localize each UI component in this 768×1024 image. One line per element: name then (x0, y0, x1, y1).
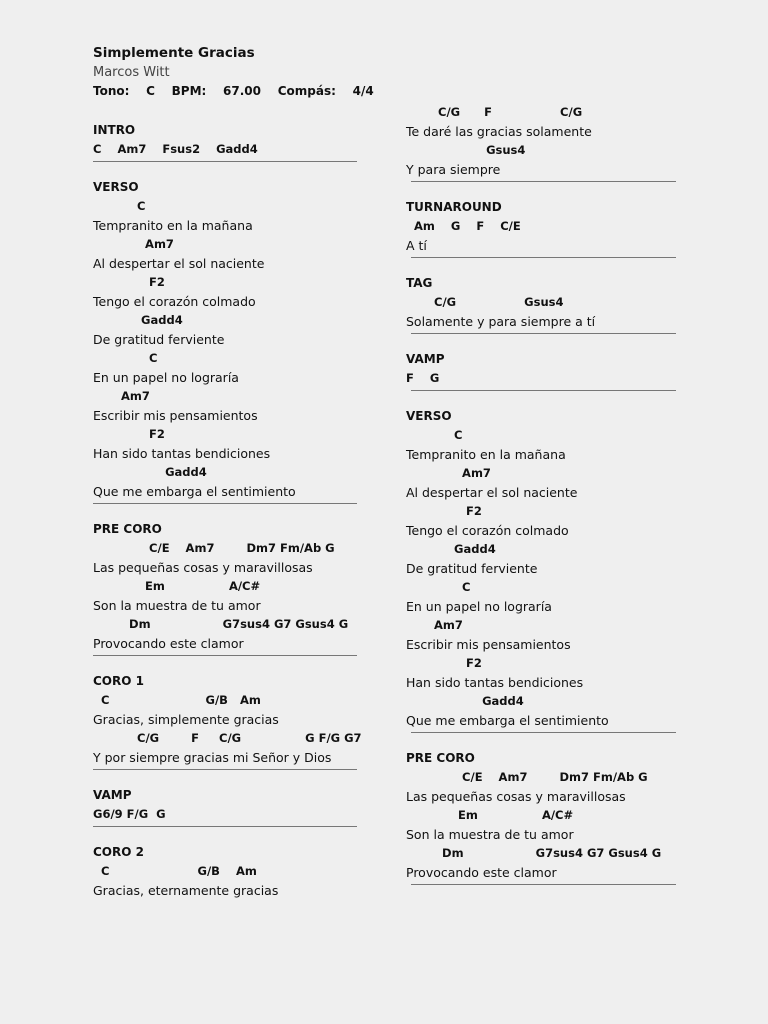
chord-line: F2 (406, 656, 482, 670)
chord-line: Em A/C# (93, 579, 261, 593)
lyric-line: Que me embarga el sentimiento (406, 713, 609, 728)
section-divider (411, 333, 676, 334)
lyric-line: Tengo el corazón colmado (406, 523, 569, 538)
section-divider (411, 390, 676, 391)
section-label: VERSO (93, 180, 139, 194)
lyric-line: Gracias, eternamente gracias (93, 883, 279, 898)
lyric-line: Provocando este clamor (406, 865, 557, 880)
chord-line: Gadd4 (406, 542, 496, 556)
chord-line: C G/B Am (93, 864, 257, 878)
lyric-line: Las pequeñas cosas y maravillosas (406, 789, 626, 804)
section-divider (411, 884, 676, 885)
lyric-line: Al despertar el sol naciente (93, 256, 265, 271)
lyric-line: De gratitud ferviente (406, 561, 538, 576)
chord-line: Am7 (93, 237, 174, 251)
lyric-line: Tempranito en la mañana (406, 447, 566, 462)
chord-line: Am7 (406, 618, 463, 632)
lyric-line: Escribir mis pensamientos (406, 637, 571, 652)
chord-line: Am7 (93, 389, 150, 403)
lyric-line: Son la muestra de tu amor (406, 827, 574, 842)
section-divider (93, 503, 357, 504)
chord-line: C (406, 580, 471, 594)
chord-line: C (406, 428, 463, 442)
chord-line: Gsus4 (406, 143, 526, 157)
lyric-line: Tengo el corazón colmado (93, 294, 256, 309)
section-label: PRE CORO (93, 522, 162, 536)
lyric-line: Solamente y para siempre a tí (406, 314, 596, 329)
section-label: CORO 2 (93, 845, 144, 859)
section-divider (93, 826, 357, 827)
lyric-line: Tempranito en la mañana (93, 218, 253, 233)
section-divider (411, 257, 676, 258)
section-label: TAG (406, 276, 433, 290)
song-author: Marcos Witt (93, 65, 170, 80)
lyric-line: Al despertar el sol naciente (406, 485, 578, 500)
section-label: INTRO (93, 123, 136, 137)
section-divider (93, 655, 357, 656)
chord-line: F2 (93, 427, 165, 441)
chord-line: Dm G7sus4 G7 Gsus4 G (93, 617, 349, 631)
section-label: TURNAROUND (406, 200, 502, 214)
chord-line: C/G F C/G G F/G G7 (93, 731, 362, 745)
section-label: VAMP (406, 352, 445, 366)
lyric-line: Te daré las gracias solamente (406, 124, 592, 139)
chord-line: Dm G7sus4 G7 Gsus4 G (406, 846, 662, 860)
chord-line: Gadd4 (406, 694, 524, 708)
section-label: PRE CORO (406, 751, 475, 765)
section-label: CORO 1 (93, 674, 144, 688)
lyric-line: De gratitud ferviente (93, 332, 225, 347)
section-label: VERSO (406, 409, 452, 423)
chord-line: G6/9 F/G G (93, 807, 166, 821)
chord-line: Am G F C/E (406, 219, 521, 233)
section-label: VAMP (93, 788, 132, 802)
lyric-line: En un papel no lograría (406, 599, 552, 614)
chord-line: C/E Am7 Dm7 Fm/Ab G (406, 770, 648, 784)
chord-line: Gadd4 (93, 313, 183, 327)
lyric-line: Han sido tantas bendiciones (93, 446, 271, 461)
chord-line: C/E Am7 Dm7 Fm/Ab G (93, 541, 335, 555)
song-meta: Tono: C BPM: 67.00 Compás: 4/4 (93, 84, 374, 98)
chord-line: Am7 (406, 466, 491, 480)
lyric-line: En un papel no lograría (93, 370, 239, 385)
lyric-line: Han sido tantas bendiciones (406, 675, 584, 690)
lyric-line: Provocando este clamor (93, 636, 244, 651)
section-divider (93, 161, 357, 162)
song-header (93, 44, 374, 101)
section-divider (93, 769, 357, 770)
section-divider (411, 181, 676, 182)
chord-line: C Am7 Fsus2 Gadd4 (93, 142, 258, 156)
lyric-line: Y para siempre (406, 162, 501, 177)
chord-line: C (93, 351, 158, 365)
chord-line: F2 (93, 275, 165, 289)
chord-line: C G/B Am (93, 693, 261, 707)
chord-line: C/G Gsus4 (406, 295, 564, 309)
lyric-line: Son la muestra de tu amor (93, 598, 261, 613)
chord-line: C (93, 199, 146, 213)
section-divider (411, 732, 676, 733)
chord-line: C/G F C/G (406, 105, 583, 119)
lyric-line: A tí (406, 238, 427, 253)
chord-line: F2 (406, 504, 482, 518)
lyric-line: Y por siempre gracias mi Señor y Dios (93, 750, 332, 765)
lyric-line: Escribir mis pensamientos (93, 408, 258, 423)
lyric-line: Las pequeñas cosas y maravillosas (93, 560, 313, 575)
chord-line: Gadd4 (93, 465, 207, 479)
lyric-line: Que me embarga el sentimiento (93, 484, 296, 499)
lyric-line: Gracias, simplemente gracias (93, 712, 279, 727)
chord-line: F G (406, 371, 440, 385)
chord-line: Em A/C# (406, 808, 574, 822)
song-title: Simplemente Gracias (93, 45, 255, 61)
